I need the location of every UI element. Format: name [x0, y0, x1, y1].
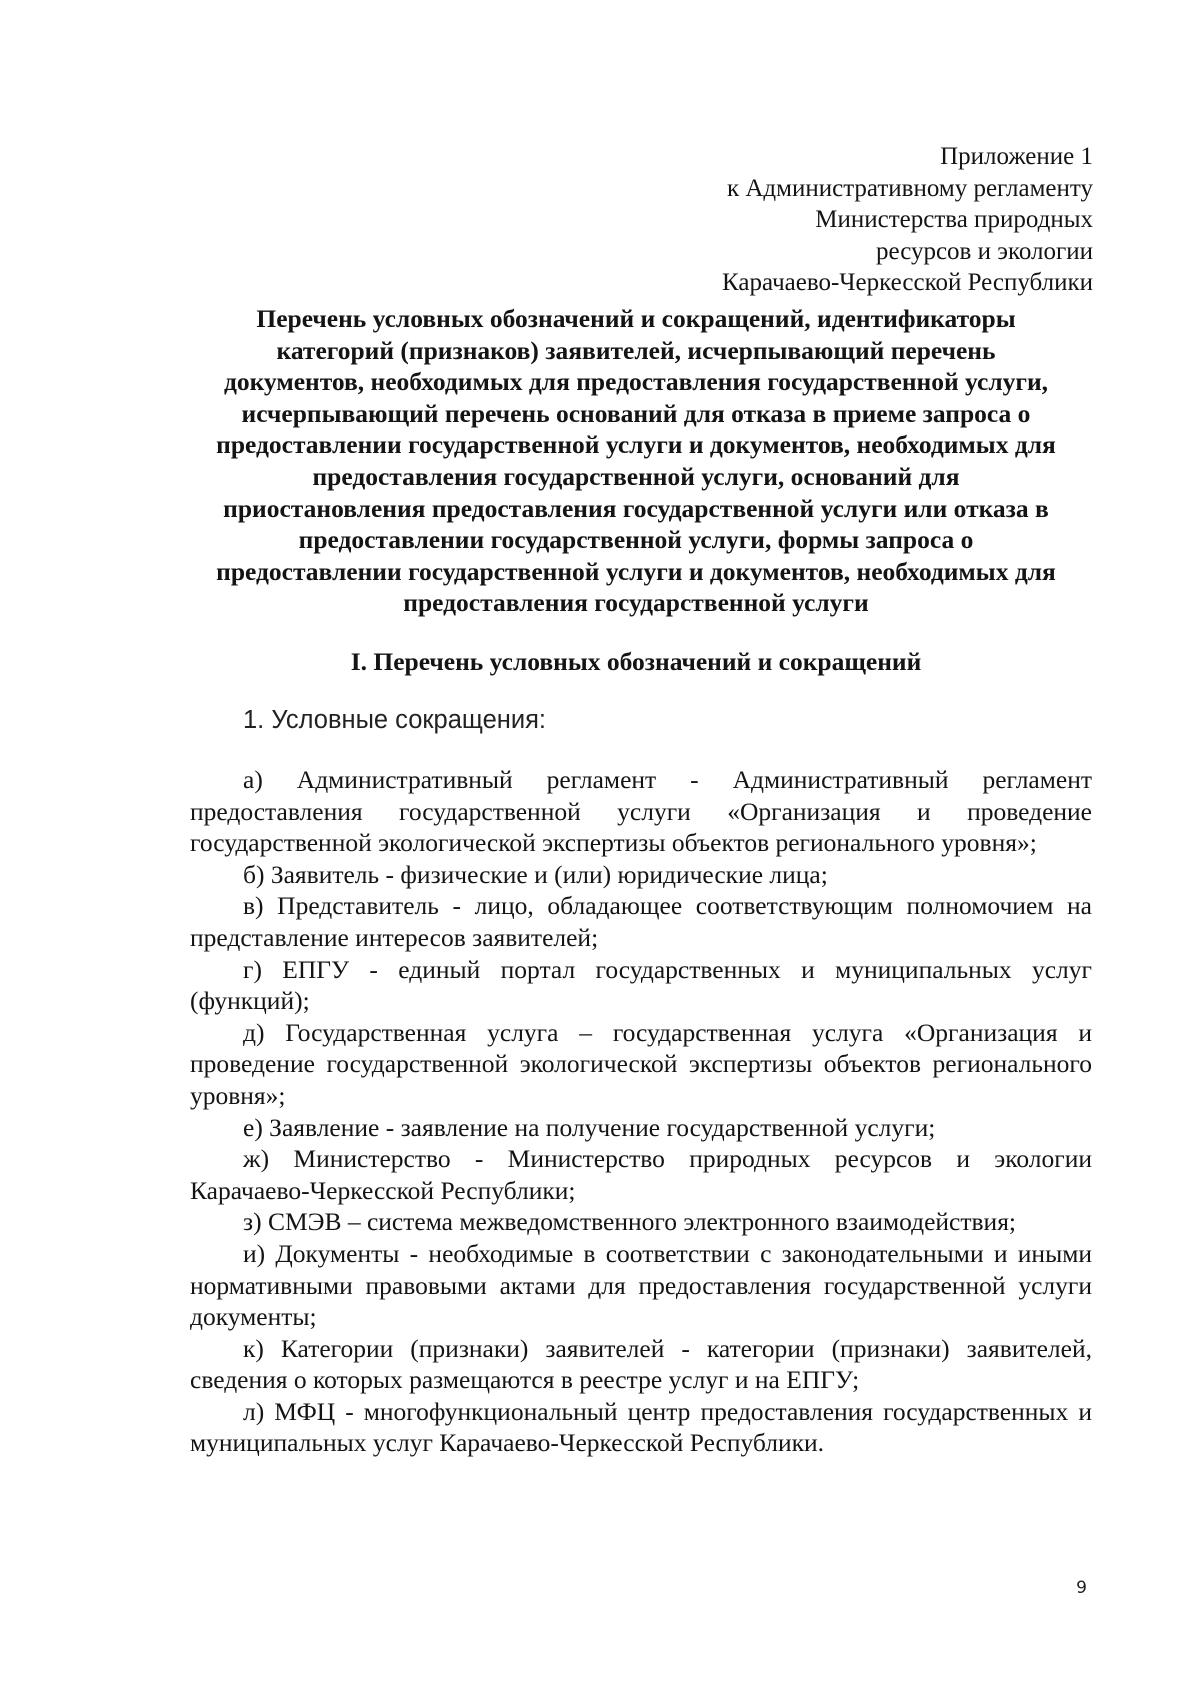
lead-line: 1. Условные сокращения:: [243, 706, 546, 734]
list-item: л) МФЦ - многофункциональный центр предоставления государственных и муниципальных услуг Карачаево-Черкесской Республики.: [190, 1396, 1092, 1458]
list-item: и) Документы - необходимые в соответствии с законодательными и иными нормативными правовыми актами для предоставления государственной услуги документы;: [190, 1238, 1092, 1332]
title-line: приостановления предоставления государственной услуги или отказа в: [223, 493, 1049, 523]
list-item: г) ЕПГУ - единый портал государственных и муниципальных услуг (функций);: [190, 954, 1092, 1016]
appendix-line: Карачаево-Черкесской Республики: [722, 269, 1093, 297]
list-item: а) Административный регламент - Административный регламент предоставления государственной услуги «Организация и проведение государственной экологической экспертизы объектов регионального уровня»;: [190, 765, 1092, 858]
title-line: исчерпывающий перечень оснований для отказа в приеме запроса о: [241, 398, 1031, 428]
title-line: предоставлении государственной услуги и документов, необходимых для: [216, 556, 1056, 586]
title-line: предоставления государственной услуги: [403, 588, 869, 618]
appendix-line: ресурсов и экологии: [875, 237, 1093, 265]
title-line: категорий (признаков) заявителей, исчерпывающий перечень: [276, 335, 996, 365]
abbreviations-list: [190, 764, 1092, 1459]
title-line: предоставлении государственной услуги, формы запроса о: [298, 525, 974, 555]
list-item: ж) Министерство - Министерство природных ресурсов и экологии Карачаево-Черкесской Республики;: [190, 1144, 1092, 1205]
appendix-line: Приложение 1: [940, 143, 1093, 170]
title-line: Перечень условных обозначений и сокращений, идентификаторы: [256, 304, 1016, 333]
appendix-header: [722, 141, 1093, 299]
title-line: предоставлении государственной услуги и документов, необходимых для: [216, 430, 1056, 460]
document-title: [185, 303, 1087, 619]
appendix-line: Министерства природных: [815, 206, 1093, 234]
title-line: документов, необходимых для предоставления государственной услуги,: [223, 367, 1049, 397]
title-line: предоставления государственной услуги, оснований для: [312, 461, 960, 491]
list-item: з) СМЭВ – система межведомственного электронного взаимодействия;: [243, 1207, 1017, 1237]
section-heading: I. Перечень условных обозначений и сокращений: [350, 647, 922, 676]
list-item: е) Заявление - заявление на получение государственной услуги;: [243, 1112, 936, 1142]
list-item: в) Представитель - лицо, обладающее соответствующим полномочием на представление интересов заявителей;: [190, 891, 1092, 952]
list-item: к) Категории (признаки) заявителей - категории (признаки) заявителей, сведения о которых размещаются в реестре услуг и на ЕПГУ;: [190, 1333, 1092, 1395]
list-item: д) Государственная услуга – государственная услуга «Организация и проведение государственной экологической экспертизы объектов регионального уровня»;: [190, 1017, 1092, 1110]
appendix-line: к Административному регламенту: [726, 174, 1093, 202]
list-item: б) Заявитель - физические и (или) юридические лица;: [243, 859, 828, 889]
page-number: 9: [1076, 1578, 1087, 1598]
